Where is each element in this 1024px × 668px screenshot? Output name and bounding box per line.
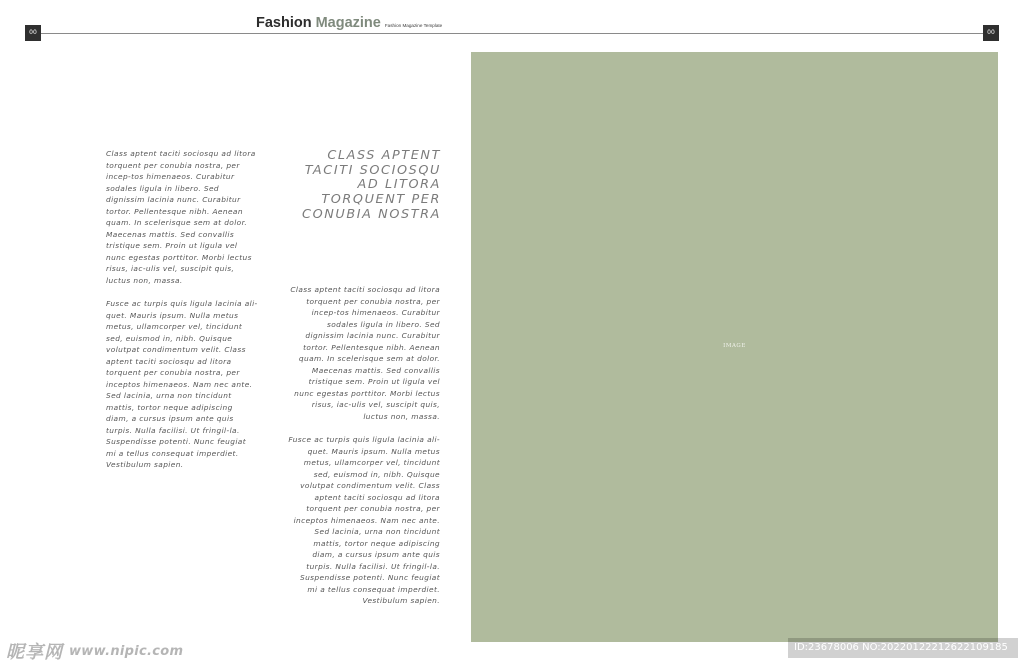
article-headline: CLASS APTENT TACITI SOCIOSQU AD LITORA TORQUENT PER CONUBIA NOSTRA (302, 148, 441, 222)
watermark-id-bar: ID:23678006 NO:20220122212622109185 (788, 638, 1018, 658)
watermark-url: www.nipic.com (69, 643, 184, 659)
watermark-logo-text: 昵享网 (6, 642, 63, 663)
page-number-right: 00 (983, 25, 999, 41)
body-paragraph: Fusce ac turpis quis ligula lacinia ali-quet. Mauris ipsum. Nulla metus metus, ullamcorper vel, tincidunt sed, euismod in, nibh. Quisque volutpat condimentum velit. Class aptent taciti sociosqu ad litora torquent per conubia nostra, per inceptos himenaeos. Nam nec ante. Sed lacinia, urna non tincidunt mattis, tortor neque adipiscing diam, a cursus ipsum ante quis turpis. Nulla facilisi. Ut fringil-la. Suspendisse potenti. Nunc feugiat mi a tellus consequat imperdiet. Vestibulum sapien. (288, 435, 440, 605)
header-rule (40, 33, 984, 34)
text-column-left (106, 148, 258, 483)
watermark-logo (6, 636, 183, 666)
page-number-left: 00 (25, 25, 41, 41)
body-paragraph: Fusce ac turpis quis ligula lacinia ali-quet. Mauris ipsum. Nulla metus metus, ullamcorper vel, tincidunt sed, euismod in, nibh. Quisque volutpat condimentum velit. Class aptent taciti sociosqu ad litora torquent per conubia nostra, per inceptos himenaeos. Nam nec ante. Sed lacinia, urna non tincidunt mattis, tortor neque adipiscing diam, a cursus ipsum ante quis turpis. Nulla facilisi. Ut fringil-la. Suspendisse potenti. Nunc feugiat mi a tellus consequat imperdiet. Vestibulum sapien. (106, 299, 258, 469)
masthead-title-magazine: Magazine (315, 15, 381, 31)
image-placeholder-label: IMAGE (723, 343, 746, 349)
body-paragraph: Class aptent taciti sociosqu ad litora torquent per conubia nostra, per incep-tos himenaeos. Curabitur sodales ligula in libero. Sed dignissim lacinia nunc. Curabitur tortor. Pellentesque nibh. Aenean quam. In scelerisque sem at dolor. Maecenas mattis. Sed convallis tristique sem. Proin ut ligula vel nunc egestas porttitor. Morbi lectus risus, iac-ulis vel, suscipit quis, luctus non, massa. (290, 285, 440, 421)
masthead-title-fashion: Fashion (256, 15, 312, 31)
text-column-right (288, 284, 440, 619)
body-paragraph: Class aptent taciti sociosqu ad litora torquent per conubia nostra, per incep-tos himenaeos. Curabitur sodales ligula in libero. Sed dignissim lacinia nunc. Curabitur tortor. Pellentesque nibh. Aenean quam. In scelerisque sem at dolor. Maecenas mattis. Sed convallis tristique sem. Proin ut ligula vel nunc egestas porttitor. Morbi lectus risus, iac-ulis vel, suscipit quis, luctus non, massa. (106, 149, 256, 285)
masthead (256, 15, 446, 33)
masthead-subtitle: Fashion Magazine Template (384, 23, 443, 28)
image-placeholder (471, 52, 998, 642)
